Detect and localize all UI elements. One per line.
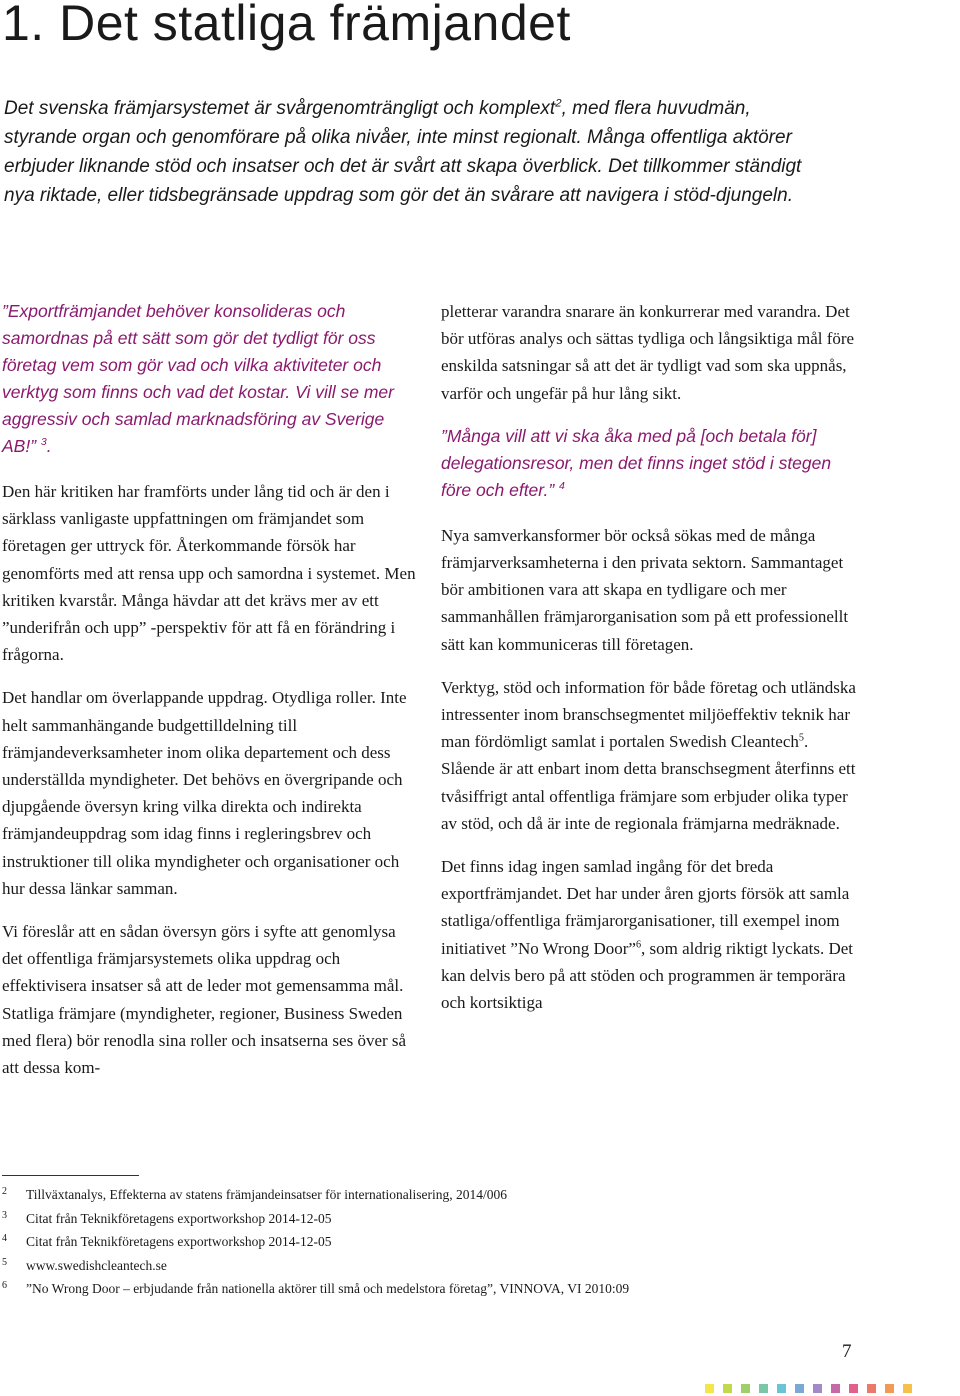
footnote-item <box>2 1207 902 1231</box>
color-strip <box>705 1384 912 1393</box>
body-text: Verktyg, stöd och information för både företag och utländska intressenter inom branschsegmentet miljöeffektiv teknik har man fördömligt samlat i portalen Swedish Cleantech <box>441 677 856 752</box>
color-swatch <box>885 1384 894 1393</box>
footnote-number: 6 <box>2 1280 7 1291</box>
footnote-item <box>2 1183 902 1207</box>
intro-text-1: Det svenska främjarsystemet är svårgenomträngligt och komplext <box>4 98 556 119</box>
footnote-item <box>2 1230 902 1254</box>
footnote-divider <box>2 1175 139 1176</box>
body-paragraph: Vi föreslår att en sådan översyn görs i syfte att genomlysa det offentliga främjarsystemets olika uppdrag och effektivisera insatser så att de leder mot gemensamma mål. Statliga främjare (myndigheter, regioner, Business Sweden med flera) bör renodla sina roller och insatserna ses över så att dessa kom- <box>2 922 407 1078</box>
footnote-ref-3[interactable]: 3 <box>40 436 47 449</box>
color-swatch <box>849 1384 858 1393</box>
left-column <box>2 298 416 1097</box>
footnote-number: 2 <box>2 1186 7 1197</box>
footnote-ref-2[interactable]: 2 <box>555 97 562 110</box>
body-text: . Slående är att enbart inom detta branschsegment återfinns ett tvåsiffrigt antal offentliga främjare som erbjuder olika typer av stöd, och då är inte de regionala främjarna medräknade. <box>441 732 856 833</box>
body-paragraph: Det handlar om överlappande uppdrag. Otydliga roller. Inte helt sammanhängande budgettilldelning till främjandeverksamheter inom olika departement och dess underställda myndigheter. Det behövs en övergripande och djupgående översyn kring vilka direkta och indirekta främjandeuppdrag som idag finns i regleringsbrev och instruktioner till olika myndigheter och organisationer och hur dessa länkar samman. <box>2 688 407 898</box>
color-swatch <box>723 1384 732 1393</box>
color-swatch <box>867 1384 876 1393</box>
footnote-number: 5 <box>2 1256 7 1268</box>
right-column <box>441 298 856 1032</box>
color-swatch <box>903 1384 912 1393</box>
body-paragraph: Nya samverkansformer bör också sökas med de många främjarverksamheterna i den privata sektorn. Sammantaget bör ambitionen vara att skapa en tydligare och mer sammanhållen främjarorganisation som på ett professionellt sätt kan kommuniceras till företagen. <box>441 525 849 654</box>
footnote-text: ”No Wrong Door – erbjudande från nationella aktörer till små och medelstora företag”, VINNOVA, VI 2010:09 <box>26 1281 630 1296</box>
body-text: Det finns idag ingen samlad ingång för det breda exportfrämjandet. Det har under åren gjorts försök att samla statliga/offentliga främjarorganisationer, till exempel inom initiativet ”No Wrong Door” <box>441 857 850 958</box>
footnote-item <box>2 1277 902 1301</box>
intro-paragraph <box>4 94 824 210</box>
color-swatch <box>831 1384 840 1393</box>
footnote-text: Tillväxtanalys, Effekterna av statens främjandeinsatser för internationalisering, 2014/006 <box>26 1187 507 1202</box>
body-paragraph <box>441 674 856 837</box>
quote-text: ”Många vill att vi ska åka med på [och betala för] delegationsresor, men det finns inget stöd i stegen före och efter.” <box>441 425 832 500</box>
page-number: 7 <box>842 1341 852 1362</box>
page-title: 1. Det statliga främjandet <box>2 0 571 51</box>
footnote-item <box>2 1254 902 1278</box>
footnote-ref-4[interactable]: 4 <box>559 479 565 492</box>
color-swatch <box>813 1384 822 1393</box>
footnote-number: 3 <box>2 1209 7 1221</box>
color-swatch <box>759 1384 768 1393</box>
quote-text: ”Exportfrämjandet behöver konsolideras och samordnas på ett sätt som gör det tydligt för oss företag vem som gör vad och vilka aktiviteter och verktyg som finns och vad det kostar. Vi vill se mer aggressiv och samlad marknadsföring av Sverige AB!” <box>2 301 394 456</box>
color-swatch <box>795 1384 804 1393</box>
footnote-link[interactable]: www.swedishcleantech.se <box>26 1257 167 1273</box>
footnote-text: Citat från Teknikföretagens exportworkshop 2014-12-05 <box>26 1210 332 1226</box>
body-paragraph: Den här kritiken har framförts under lång tid och är den i särklass vanligaste uppfattningen om främjandet som företagen ger uttryck för. Återkommande försök har genomförts med att rensa upp och samordna i systemet. Men kritiken kvarstår. Många hävdar att det krävs mer av ett ”underifrån och upp” -perspektiv för att få en förändring i frågorna. <box>2 482 416 665</box>
pull-quote-1 <box>2 298 416 460</box>
footnote-text: Citat från Teknikföretagens exportworkshop 2014-12-05 <box>26 1234 332 1249</box>
color-swatch <box>777 1384 786 1393</box>
pull-quote-2 <box>441 423 856 504</box>
intro-text-2: , med flera huvudmän, styrande organ och genomförare på olika nivåer, inte minst regionalt. Många offentliga aktörer erbjuder liknande stöd och insatser och det är svårt att skapa överblick. Det tillkommer ständigt nya riktade, eller tidsbegränsade uppdrag som gör det än svårare att navigera i stöd-djungeln. <box>4 98 802 206</box>
color-swatch <box>741 1384 750 1393</box>
footnote-ref-5[interactable]: 5 <box>798 732 804 744</box>
footnote-number: 4 <box>2 1233 7 1244</box>
body-text: , som aldrig riktigt lyckats. Det kan delvis bero på att stöden och programmen är temporära och kortsiktiga <box>441 938 854 1013</box>
quote-end: . <box>46 436 52 456</box>
body-paragraph <box>441 853 856 1016</box>
body-paragraph: pletterar varandra snarare än konkurrerar med varandra. Det bör utföras analys och sättas tydliga och långsiktiga mål före enskilda satsningar så att det är tydligt vad som ska uppnås, varför och ungefär på hur lång sikt. <box>441 302 855 403</box>
footnotes <box>2 1183 902 1301</box>
color-swatch <box>705 1384 714 1393</box>
footnote-ref-6[interactable]: 6 <box>635 939 642 950</box>
